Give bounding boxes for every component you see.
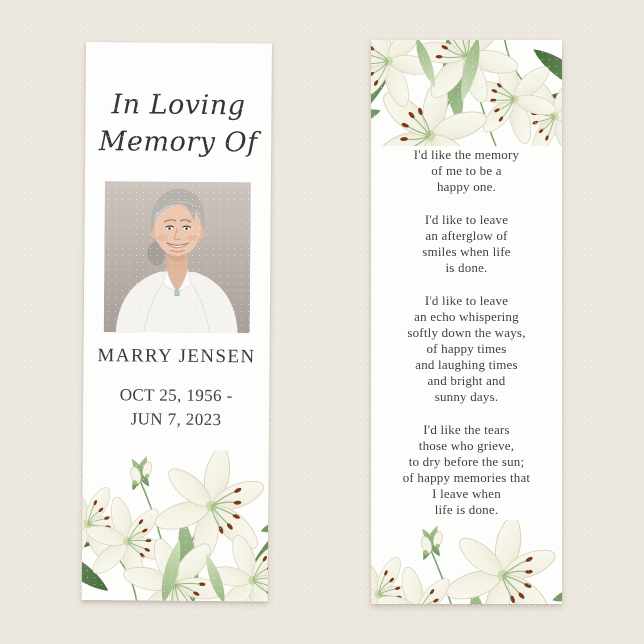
heading-line-1: In Loving xyxy=(111,89,246,122)
poem-line: happy one. xyxy=(436,179,497,194)
poem-line: I'd like the memory xyxy=(413,147,520,162)
poem-line: an echo whispering xyxy=(414,309,519,324)
poem-line: sunny days. xyxy=(434,389,499,404)
poem-line: life is done. xyxy=(434,502,499,517)
poem-line: and bright and xyxy=(427,373,506,388)
poem-line: I'd like to leave xyxy=(424,212,509,227)
poem-line: I'd like to leave xyxy=(424,293,509,308)
memorial-bookmark-back xyxy=(371,40,562,604)
life-dates xyxy=(83,383,269,432)
poem-line: smiles when life xyxy=(422,244,511,259)
lily-bouquet-illustration xyxy=(371,40,562,146)
poem-line: and laughing times xyxy=(415,357,518,372)
memorial-poem xyxy=(371,147,562,535)
portrait-photo xyxy=(104,181,251,333)
poem-line: I'd like the tears xyxy=(423,422,510,437)
poem-stanza xyxy=(371,422,562,518)
poem-line: of me to be a xyxy=(431,163,502,178)
poem-line: of happy memories that xyxy=(402,470,531,485)
poem-line: to dry before the sun; xyxy=(408,454,525,469)
poem-line: of happy times xyxy=(426,341,507,356)
poem-line: those who grieve, xyxy=(418,438,515,453)
poem-line: an afterglow of xyxy=(425,228,508,243)
poem-stanza xyxy=(371,147,562,195)
dates-line-1: OCT 25, 1956 - xyxy=(119,385,233,406)
portrait-photo-illustration xyxy=(104,181,251,333)
lily-bouquet-illustration xyxy=(82,450,269,601)
deceased-name: MARRY JENSEN xyxy=(97,345,256,368)
lily-bouquet-illustration xyxy=(371,520,562,604)
heading-line-2: Memory Of xyxy=(98,126,258,159)
memorial-bookmark-front xyxy=(82,42,272,601)
poem-line: softly down the ways, xyxy=(407,325,526,340)
dates-line-2: JUN 7, 2023 xyxy=(130,409,222,430)
poem-line: is done. xyxy=(445,260,488,275)
heading-in-loving-memory xyxy=(85,86,272,161)
poem-stanza xyxy=(371,293,562,405)
poem-line: I leave when xyxy=(432,486,501,501)
poem-stanza xyxy=(371,212,562,276)
